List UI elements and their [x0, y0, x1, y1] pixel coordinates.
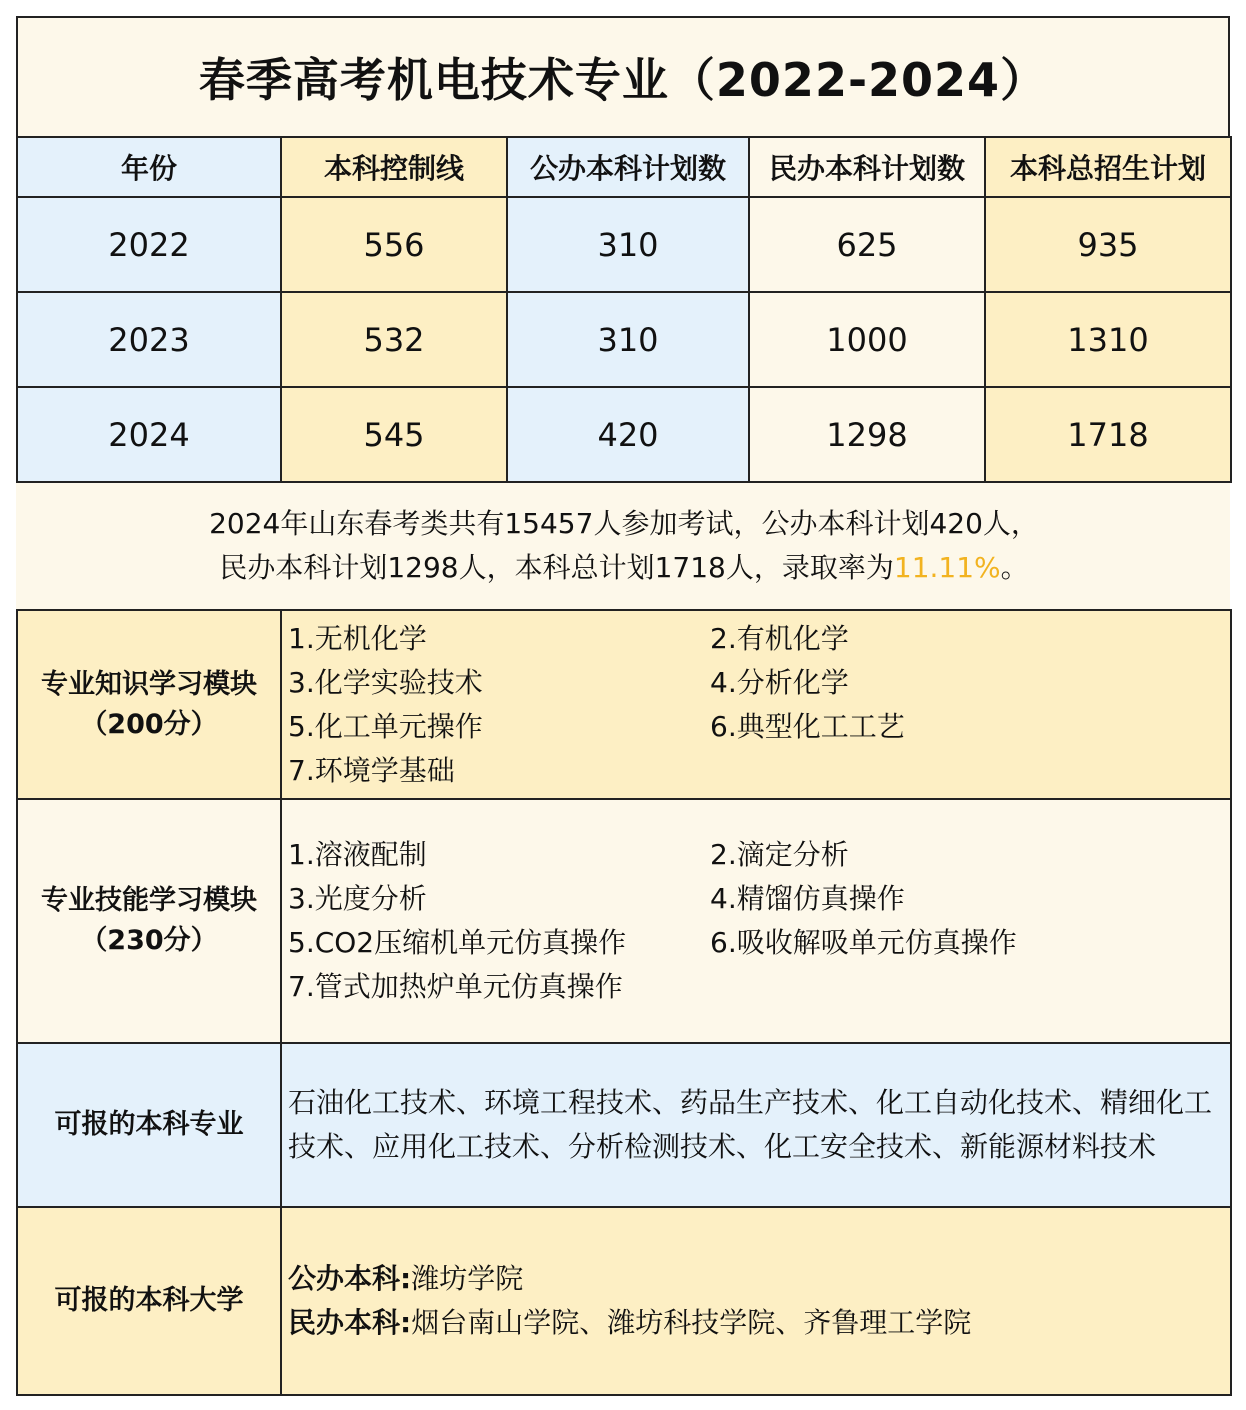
private-label: 民办本科:	[288, 1306, 412, 1339]
skill-module-label	[17, 799, 281, 1043]
header-public-plan: 公办本科计划数	[507, 137, 749, 197]
cell-public-plan: 310	[507, 292, 749, 387]
table-header-row	[17, 137, 1231, 197]
summary-line-2	[219, 546, 1028, 590]
universities-row	[17, 1207, 1231, 1395]
cell-private-plan: 1298	[749, 387, 985, 482]
private-universities	[288, 1301, 1224, 1345]
page-title: 春季高考机电技术专业（2022-2024）	[16, 16, 1230, 138]
cell-total-plan: 1310	[985, 292, 1231, 387]
header-private-plan: 民办本科计划数	[749, 137, 985, 197]
list-item: 6.吸收解吸单元仿真操作	[710, 926, 1017, 959]
public-value: 潍坊学院	[411, 1262, 524, 1295]
cell-year: 2023	[17, 292, 281, 387]
public-universities	[288, 1257, 1224, 1301]
majors-list: 石油化工技术、环境工程技术、药品生产技术、化工自动化技术、精细化工技术、应用化工技术、分析检测技术、化工安全技术、新能源材料技术	[288, 1086, 1213, 1163]
admission-stats-table	[16, 136, 1232, 483]
cell-public-plan: 420	[507, 387, 749, 482]
cell-control-line: 532	[281, 292, 507, 387]
cell-year: 2022	[17, 197, 281, 292]
list-item: 3.光度分析	[288, 882, 427, 915]
list-item: 1.无机化学	[288, 621, 427, 655]
majors-row	[17, 1043, 1231, 1207]
summary-line-1: 2024年山东春考类共有15457人参加考试，公办本科计划420人，	[209, 507, 1039, 540]
list-item: 6.典型化工工艺	[710, 709, 905, 743]
summary-line-2-end: 。	[1000, 551, 1029, 584]
cell-total-plan: 935	[985, 197, 1231, 292]
list-item: 7.环境学基础	[288, 753, 455, 787]
universities-content	[281, 1207, 1231, 1395]
list-item: 5.化工单元操作	[288, 709, 483, 743]
cell-total-plan: 1718	[985, 387, 1231, 482]
list-item: 7.管式加热炉单元仿真操作	[288, 970, 623, 1003]
cell-control-line: 545	[281, 387, 507, 482]
list-item: 2.滴定分析	[710, 838, 849, 871]
list-item: 4.精馏仿真操作	[710, 882, 905, 915]
private-value: 烟台南山学院、潍坊科技学院、齐鲁理工学院	[411, 1306, 972, 1339]
skill-module-row	[17, 799, 1231, 1043]
universities-label: 可报的本科大学	[17, 1207, 281, 1395]
knowledge-module-score: （200分）	[80, 708, 218, 740]
list-item: 2.有机化学	[710, 621, 849, 655]
table-row	[17, 197, 1231, 292]
summary-note	[16, 483, 1230, 609]
table-row	[17, 387, 1231, 482]
knowledge-module-label	[17, 610, 281, 799]
header-control-line: 本科控制线	[281, 137, 507, 197]
table-row	[17, 292, 1231, 387]
cell-year: 2024	[17, 387, 281, 482]
cell-control-line: 556	[281, 197, 507, 292]
skill-module-score: （230分）	[80, 925, 218, 956]
cell-private-plan: 1000	[749, 292, 985, 387]
knowledge-module-title: 专业知识学习模块	[41, 668, 257, 700]
cell-public-plan: 310	[507, 197, 749, 292]
skill-module-title: 专业技能学习模块	[41, 885, 257, 916]
document-sheet	[16, 16, 1230, 1396]
public-label: 公办本科:	[288, 1262, 412, 1295]
curriculum-table	[16, 609, 1232, 1396]
header-year: 年份	[17, 137, 281, 197]
list-item: 5.CO2压缩机单元仿真操作	[288, 926, 627, 959]
majors-content	[281, 1043, 1231, 1207]
knowledge-module-row	[17, 610, 1231, 799]
summary-line-2-text: 民办本科计划1298人，本科总计划1718人，录取率为	[219, 551, 894, 584]
header-total-plan: 本科总招生计划	[985, 137, 1231, 197]
knowledge-module-content	[281, 610, 1231, 799]
skill-module-content	[281, 799, 1231, 1043]
list-item: 1.溶液配制	[288, 838, 427, 871]
admission-rate: 11.11%	[893, 551, 1001, 584]
cell-private-plan: 625	[749, 197, 985, 292]
list-item: 4.分析化学	[710, 665, 849, 699]
majors-label: 可报的本科专业	[17, 1043, 281, 1207]
list-item: 3.化学实验技术	[288, 665, 483, 699]
